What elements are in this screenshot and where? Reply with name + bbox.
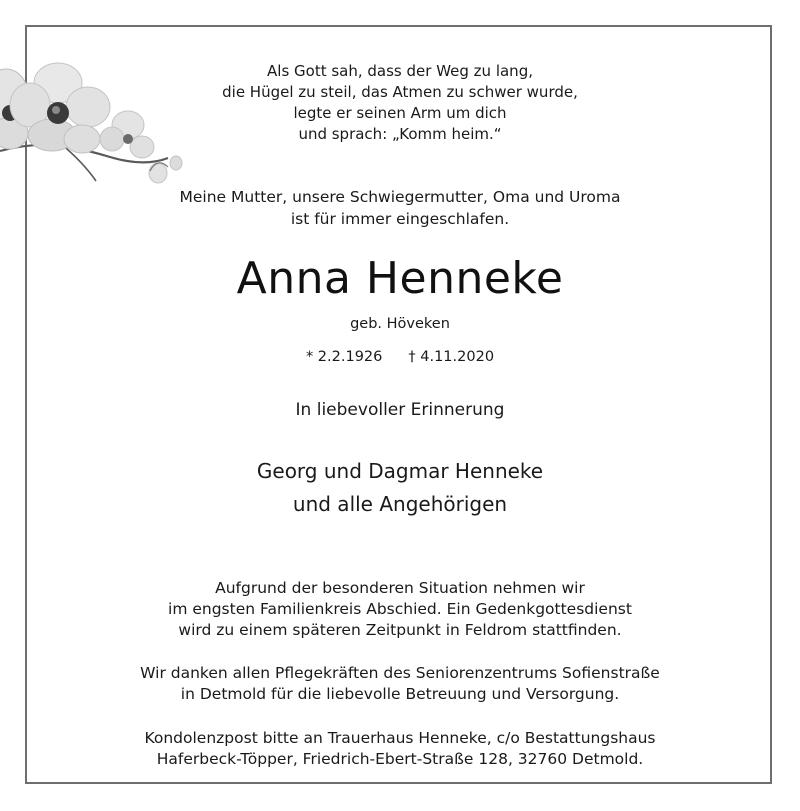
condolence-line: Kondolenzpost bitte an Trauerhaus Henneke, c/o Bestattungshaus	[144, 729, 656, 747]
life-dates	[0, 346, 800, 368]
birth-name: geb. Höveken	[350, 316, 450, 332]
death-date: † 4.11.2020	[408, 349, 495, 365]
poem	[200, 61, 600, 145]
notice-line: wird zu einem späteren Zeitpunkt in Feldrom stattfinden.	[178, 621, 622, 639]
poem-line: und sprach: „Komm heim.“	[298, 125, 502, 143]
poem-line: Als Gott sah, dass der Weg zu lang,	[267, 62, 533, 80]
deceased-name: Anna Henneke	[236, 253, 564, 304]
thanks-text	[0, 663, 800, 705]
condolence-line: Haferbeck-Töpper, Friedrich-Ebert-Straße 128, 32760 Detmold.	[156, 750, 644, 768]
notice-line: im engsten Familienkreis Abschied. Ein Gedenkgottesdienst	[168, 600, 632, 618]
mourner-line: und alle Angehörigen	[292, 492, 508, 516]
farewell-notice	[0, 578, 800, 641]
intro-line: Meine Mutter, unsere Schwiegermutter, Oma und Uroma	[179, 188, 621, 206]
thanks-line: in Detmold für die liebevolle Betreuung und Versorgung.	[180, 685, 620, 703]
orchid-decoration-icon	[0, 55, 185, 190]
intro-line: ist für immer eingeschlafen.	[290, 210, 510, 228]
mourners	[0, 455, 800, 521]
poem-line: legte er seinen Arm um dich	[293, 104, 507, 122]
thanks-line: Wir danken allen Pflegekräften des Seniorenzentrums Sofienstraße	[140, 664, 660, 682]
notice-line: Aufgrund der besonderen Situation nehmen wir	[215, 579, 585, 597]
birth-date: * 2.2.1926	[305, 349, 383, 365]
memory-line: In liebevoller Erinnerung	[295, 400, 505, 420]
intro-text	[0, 186, 800, 230]
condolence-address	[0, 728, 800, 770]
mourner-line: Georg und Dagmar Henneke	[256, 459, 544, 483]
poem-line: die Hügel zu steil, das Atmen zu schwer wurde,	[222, 83, 578, 101]
